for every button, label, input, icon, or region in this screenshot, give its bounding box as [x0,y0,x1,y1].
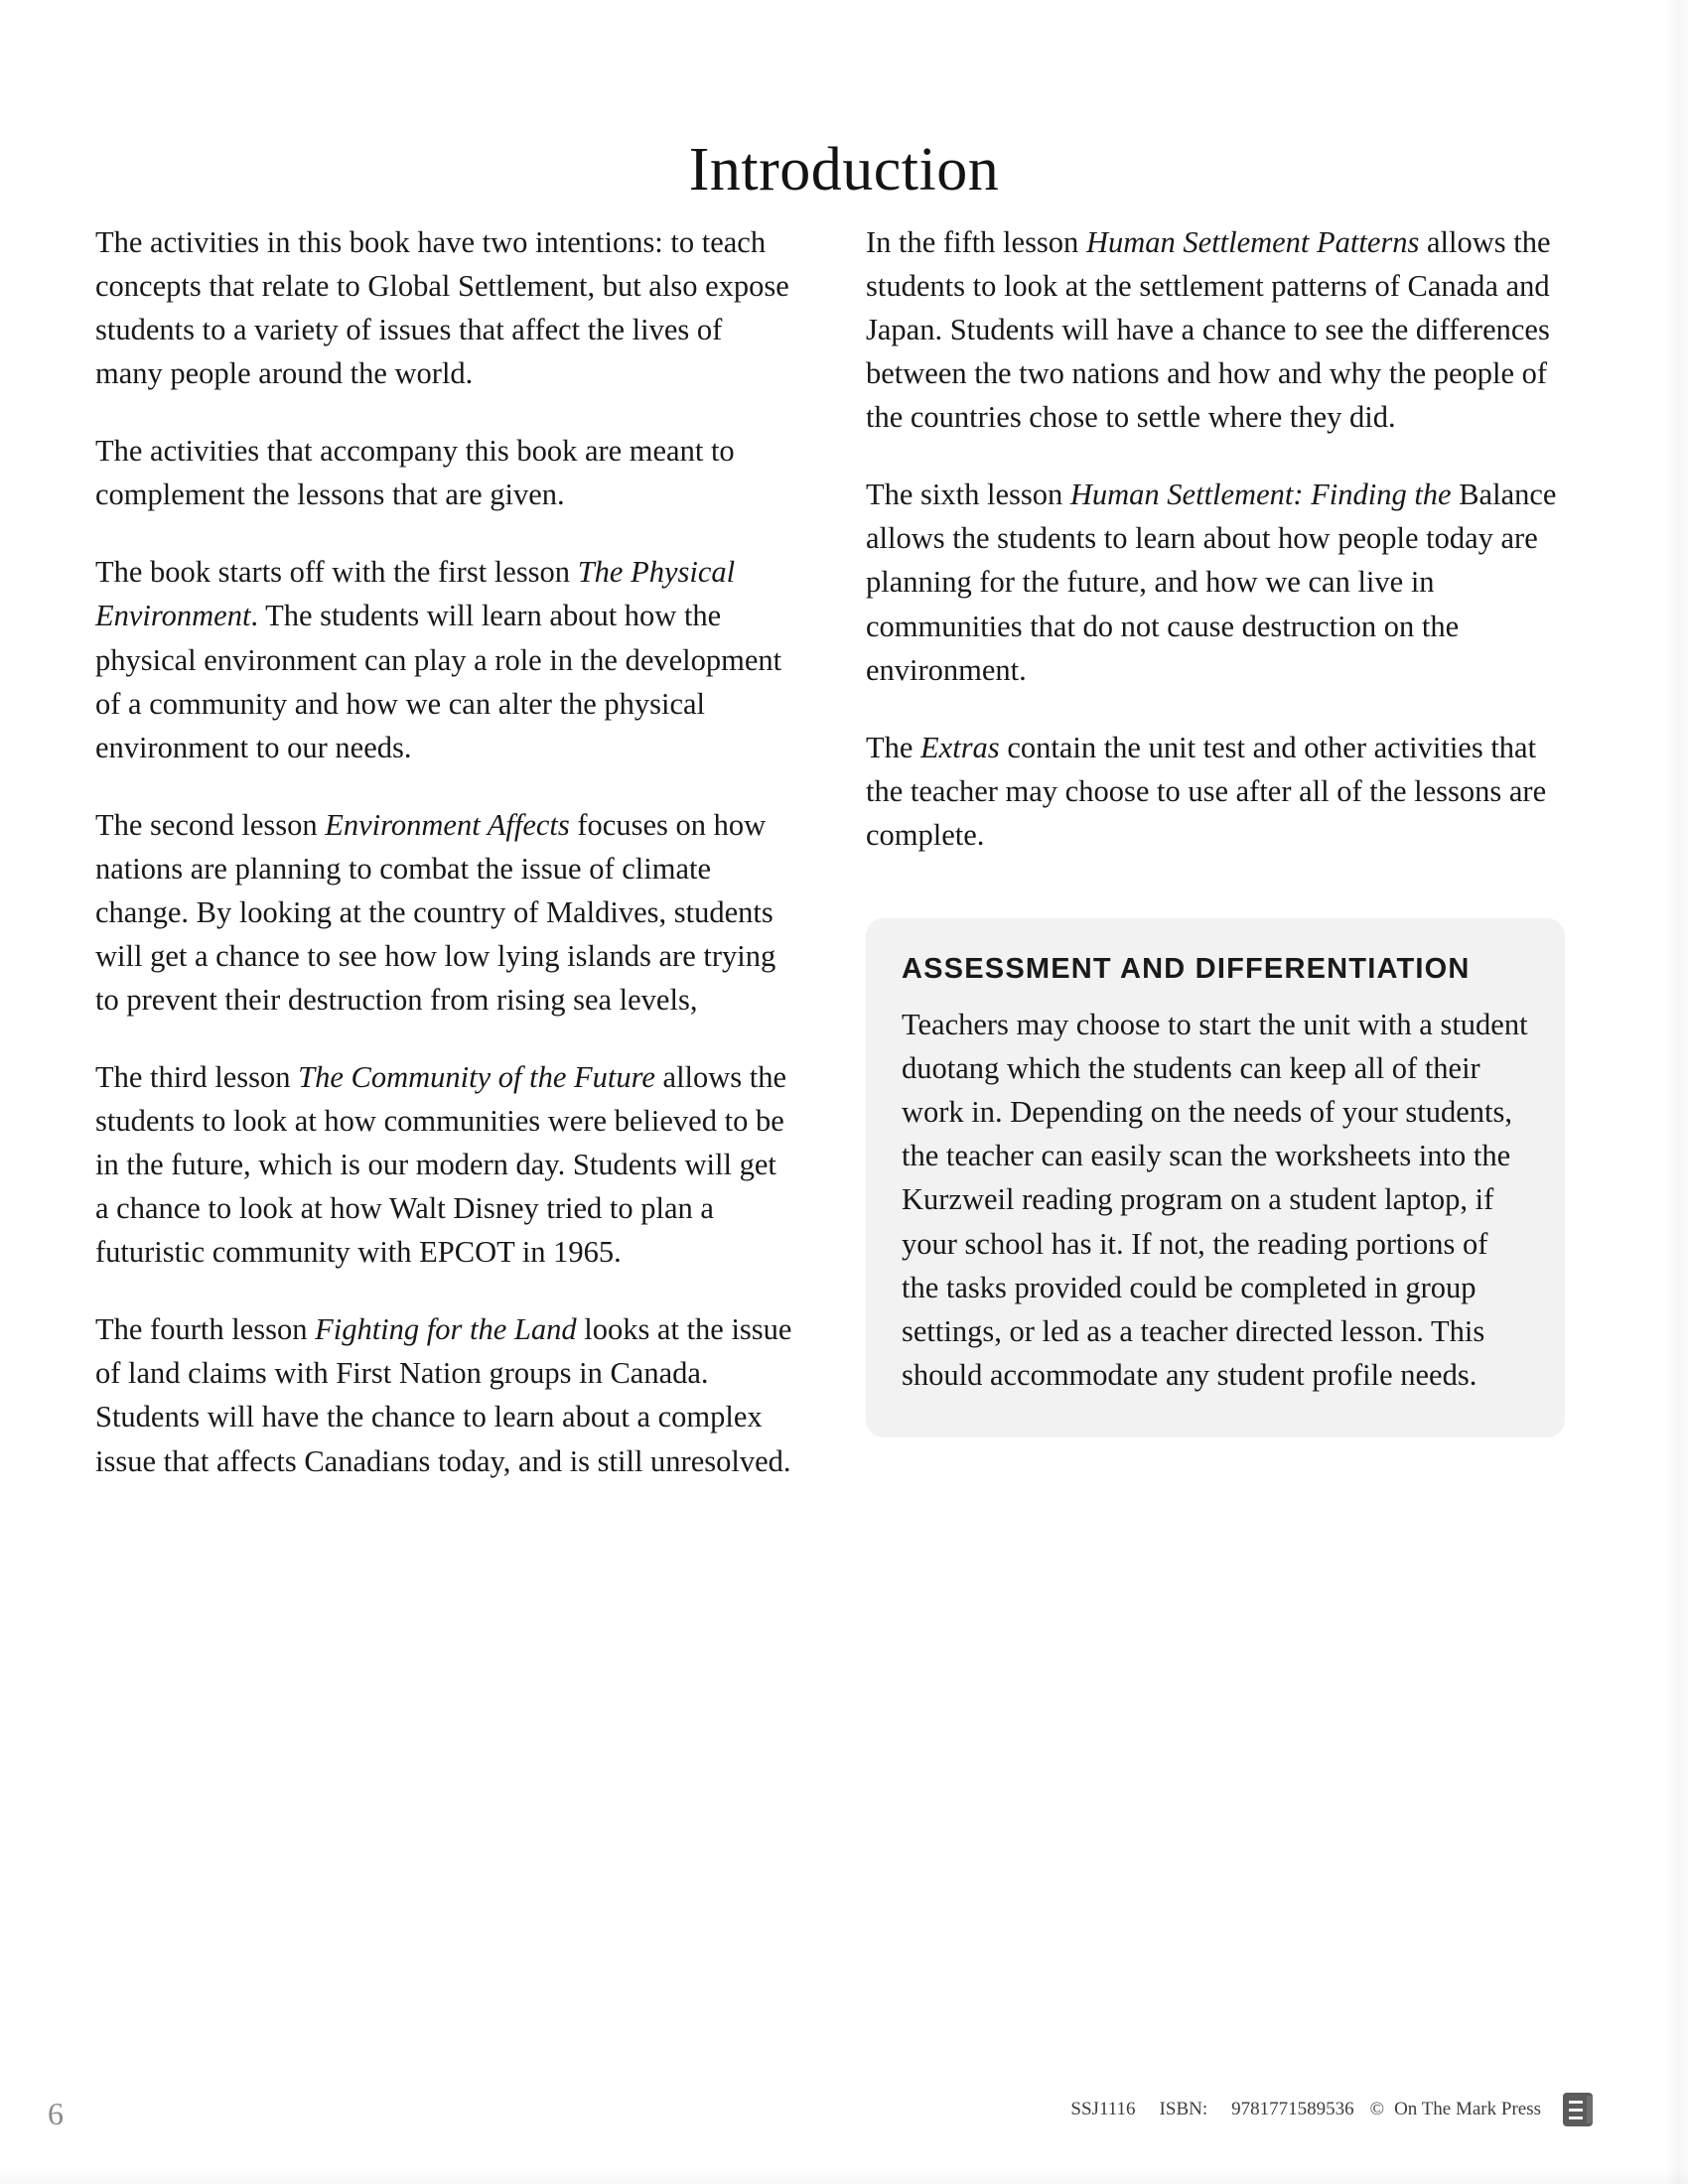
text-run: focuses on how nations are planning to combat the issue of climate change. By looking at the country of Maldives, students will get a chance to see how low lying islands are trying to prevent their destruction from rising sea levels, [95,807,776,1017]
paragraph [95,550,794,768]
text-run: In the fifth lesson [866,225,1086,259]
paragraph [95,429,794,516]
assessment-callout-box [866,918,1565,1437]
text-run: Balance allows the students to learn about how people today are planning for the future, and how we can live in communities that do not cause destruction on the environment. [866,478,1557,687]
text-run: The fourth lesson [95,1312,316,1347]
publisher-name: On The Mark Press [1394,2099,1541,2119]
callout-heading: ASSESSMENT AND DIFFERENTIATION [902,952,1471,985]
lesson-title-italic: Human Settlement Patterns [1085,225,1420,259]
isbn-label: ISBN: [1159,2099,1208,2119]
right-column [866,220,1565,1437]
lesson-title-italic: Human Settlement: Finding the [1069,478,1452,512]
text-run: allows the students to look at how communities were believed to be in the future, which is our modern day. Students will get a chance to look at how Walt Disney tried to plan a futuristic community with EPCOT in 1965. [95,1060,787,1270]
paragraph [95,220,794,395]
book-icon-spine [1587,2096,1593,2123]
text-run: contain the unit test and other activities that the teacher may choose to use after all of the lessons are complete. [866,730,1547,852]
lesson-title-italic: Fighting for the Land [315,1312,577,1347]
text-run: The second lesson [95,807,326,842]
lesson-title-italic: The Community of the Future [298,1060,655,1094]
text-run: The [866,730,921,764]
imprint-line [1070,2093,1593,2126]
two-column-body [95,220,1565,1483]
lesson-title-italic: The Physical Environment [95,555,736,633]
page-edge-shadow-right [1666,0,1688,2184]
lesson-title-italic: Environment Affects [325,807,570,842]
book-icon-line [1569,2101,1583,2104]
paragraph [95,1307,794,1482]
text-run: The activities that accompany this book are meant to complement the lessons that are given. [95,434,735,512]
text-run: . The students will learn about how the physical environment can play a role in the development of a community and how we can alter the physical environment to our needs. [95,599,782,764]
callout-body: Teachers may choose to start the unit with a student duotang which the students can keep all of their work in. Depending on the needs of your students, the teacher can easily scan the worksheets into the Kurzweil reading program on a student laptop, if your school has it. If not, the reading portions of the tasks provided could be completed in group settings, or led as a teacher directed lesson. This should accommodate any student profile needs. [902,1007,1528,1393]
sku-code: SSJ1116 [1070,2099,1136,2119]
extras-italic: Extras [920,730,1000,764]
paragraph [95,803,794,1022]
paragraph [866,473,1565,691]
text-run: looks at the issue of land claims with First Nation groups in Canada. Students will have the chance to learn about a complex issue that affects Canadians today, and is still unresolved. [95,1312,792,1478]
text-run: The sixth lesson [866,478,1070,512]
page-number: 6 [48,2096,64,2131]
isbn-value: 9781771589536 [1231,2099,1354,2119]
text-run: The activities in this book have two intentions: to teach concepts that relate to Global Settlement, but also expose students to a variety of issues that affect the lives of many people around the world. [95,225,789,391]
copyright-symbol: © [1369,2099,1385,2119]
book-icon [1563,2093,1593,2126]
page-footer [0,2035,1688,2184]
paragraph [866,220,1565,439]
text-run: The book starts off with the first lesson [95,555,578,590]
book-icon-line [1569,2109,1583,2112]
book-icon-line [1569,2116,1583,2119]
paragraph [95,1055,794,1274]
paragraph [866,726,1565,857]
left-column [95,220,794,1483]
text-run: The third lesson [95,1060,299,1094]
text-run: allows the students to look at the settlement patterns of Canada and Japan. Students will have a chance to see the differences between the two nations and how and why the people of the countries chose to settle where they did. [866,225,1551,435]
page-title: Introduction [688,135,1000,204]
